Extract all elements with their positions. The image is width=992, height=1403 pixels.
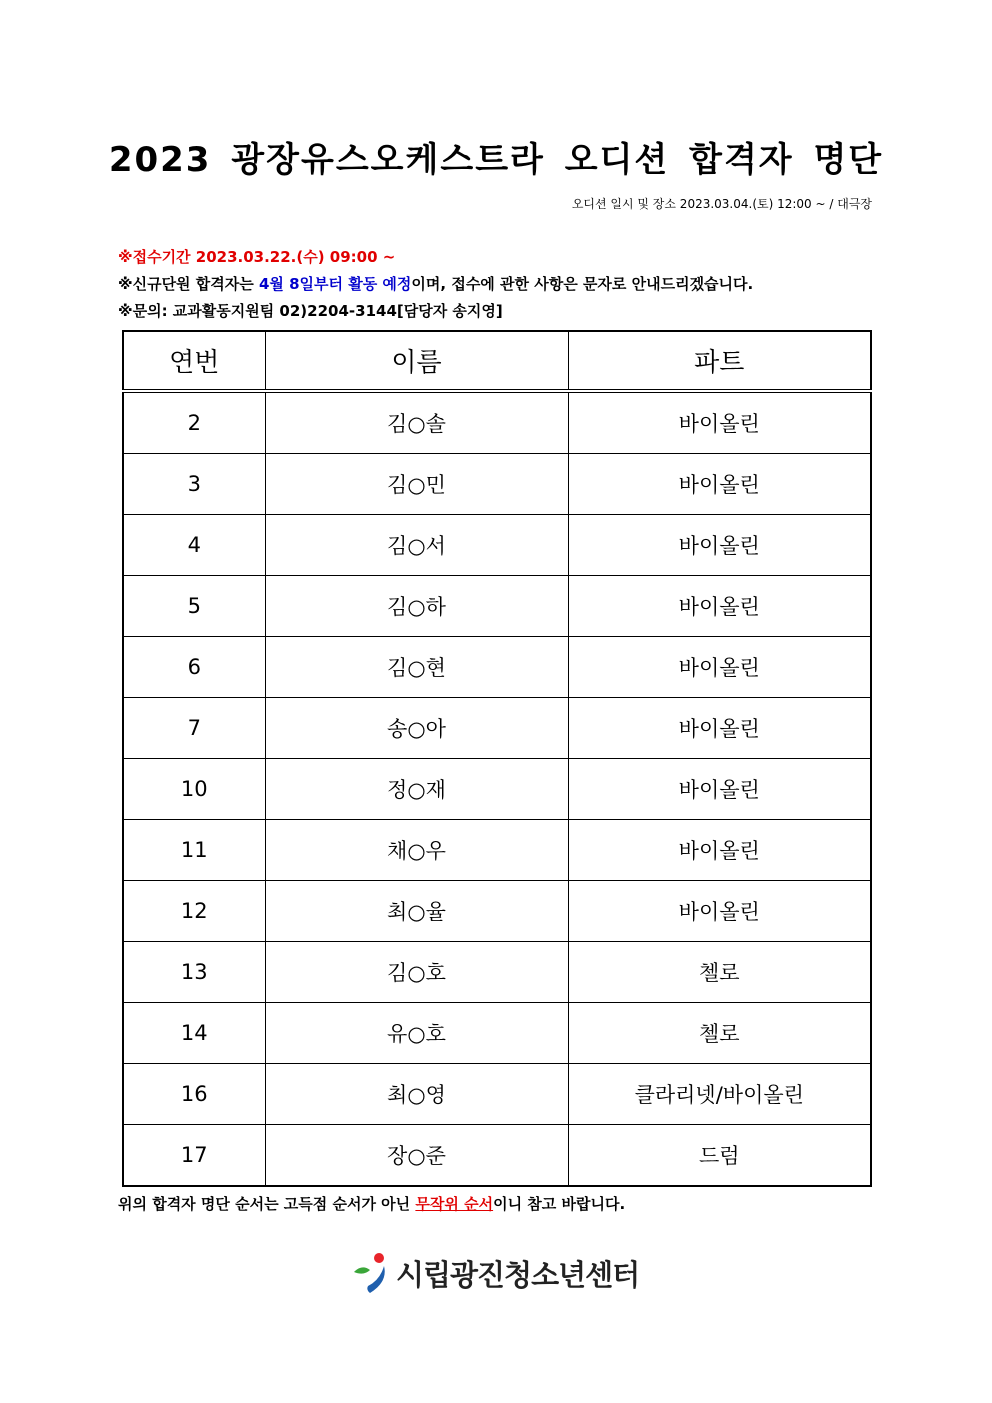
row-name: 채○우 (265, 820, 568, 881)
activity-notice (118, 271, 753, 298)
row-part: 바이올린 (568, 820, 871, 881)
row-number: 14 (123, 1003, 265, 1064)
table-row (123, 1003, 871, 1064)
table-row (123, 942, 871, 1003)
table-row (123, 759, 871, 820)
row-name: 김○민 (265, 454, 568, 515)
table-row (123, 515, 871, 576)
row-part: 바이올린 (568, 391, 871, 454)
row-name: 김○호 (265, 942, 568, 1003)
organization-name: 시립광진청소년센터 (396, 1257, 640, 1292)
row-number: 11 (123, 820, 265, 881)
row-part: 바이올린 (568, 454, 871, 515)
row-part: 바이올린 (568, 698, 871, 759)
row-number: 10 (123, 759, 265, 820)
table-row (123, 637, 871, 698)
row-name: 김○서 (265, 515, 568, 576)
row-number: 3 (123, 454, 265, 515)
table-row (123, 698, 871, 759)
table-row (123, 820, 871, 881)
activity-notice-pre: ※신규단원 합격자는 (118, 275, 259, 293)
row-name: 최○영 (265, 1064, 568, 1125)
row-part: 첼로 (568, 942, 871, 1003)
row-part: 바이올린 (568, 515, 871, 576)
row-part: 첼로 (568, 1003, 871, 1064)
footnote-pre: 위의 합격자 명단 순서는 고득점 순서가 아닌 (118, 1195, 416, 1213)
row-number: 16 (123, 1064, 265, 1125)
table-body (123, 391, 871, 1186)
row-name: 송○아 (265, 698, 568, 759)
table-row (123, 881, 871, 942)
table-header-row (123, 331, 871, 391)
row-part: 바이올린 (568, 759, 871, 820)
row-number: 12 (123, 881, 265, 942)
contact-info: ※문의: 교과활동지원팀 02)2204-3144[담당자 송지영] (118, 302, 503, 320)
row-name: 김○하 (265, 576, 568, 637)
document-title: 2023 광장유스오케스트라 오디션 합격자 명단 (108, 140, 884, 180)
row-number: 7 (123, 698, 265, 759)
row-part: 드럼 (568, 1125, 871, 1187)
header-name: 이름 (265, 331, 568, 391)
audition-info: 오디션 일시 및 장소 2023.03.04.(토) 12:00 ~ / 대극장 (571, 197, 872, 211)
application-period: ※접수기간 2023.03.22.(수) 09:00 ~ (118, 248, 396, 266)
person-leaf-logo-icon (352, 1252, 392, 1294)
results-table-wrapper (122, 330, 872, 1187)
row-number: 2 (123, 391, 265, 454)
header-number: 연번 (123, 331, 265, 391)
header-part: 파트 (568, 331, 871, 391)
table-row (123, 454, 871, 515)
row-name: 정○재 (265, 759, 568, 820)
row-number: 4 (123, 515, 265, 576)
row-part: 바이올린 (568, 881, 871, 942)
row-name: 김○솔 (265, 391, 568, 454)
activity-start-date: 4월 8일부터 활동 예정 (258, 275, 412, 293)
organization-logo (352, 1252, 639, 1294)
row-part: 바이올린 (568, 576, 871, 637)
row-part: 바이올린 (568, 637, 871, 698)
row-number: 6 (123, 637, 265, 698)
table-row (123, 1125, 871, 1187)
row-name: 김○현 (265, 637, 568, 698)
row-name: 최○율 (265, 881, 568, 942)
results-table (122, 330, 872, 1187)
notice-block (118, 244, 753, 325)
row-name: 장○준 (265, 1125, 568, 1187)
table-row (123, 1064, 871, 1125)
row-part: 클라리넷/바이올린 (568, 1064, 871, 1125)
footnote-highlight: 무작위 순서 (415, 1195, 494, 1213)
footnote-post: 이니 참고 바랍니다. (493, 1195, 626, 1213)
table-row (123, 391, 871, 454)
row-number: 13 (123, 942, 265, 1003)
row-number: 5 (123, 576, 265, 637)
row-number: 17 (123, 1125, 265, 1187)
activity-notice-post: 이며, 접수에 관한 사항은 문자로 안내드리겠습니다. (411, 275, 754, 293)
order-footnote (118, 1193, 625, 1214)
table-row (123, 576, 871, 637)
row-name: 유○호 (265, 1003, 568, 1064)
